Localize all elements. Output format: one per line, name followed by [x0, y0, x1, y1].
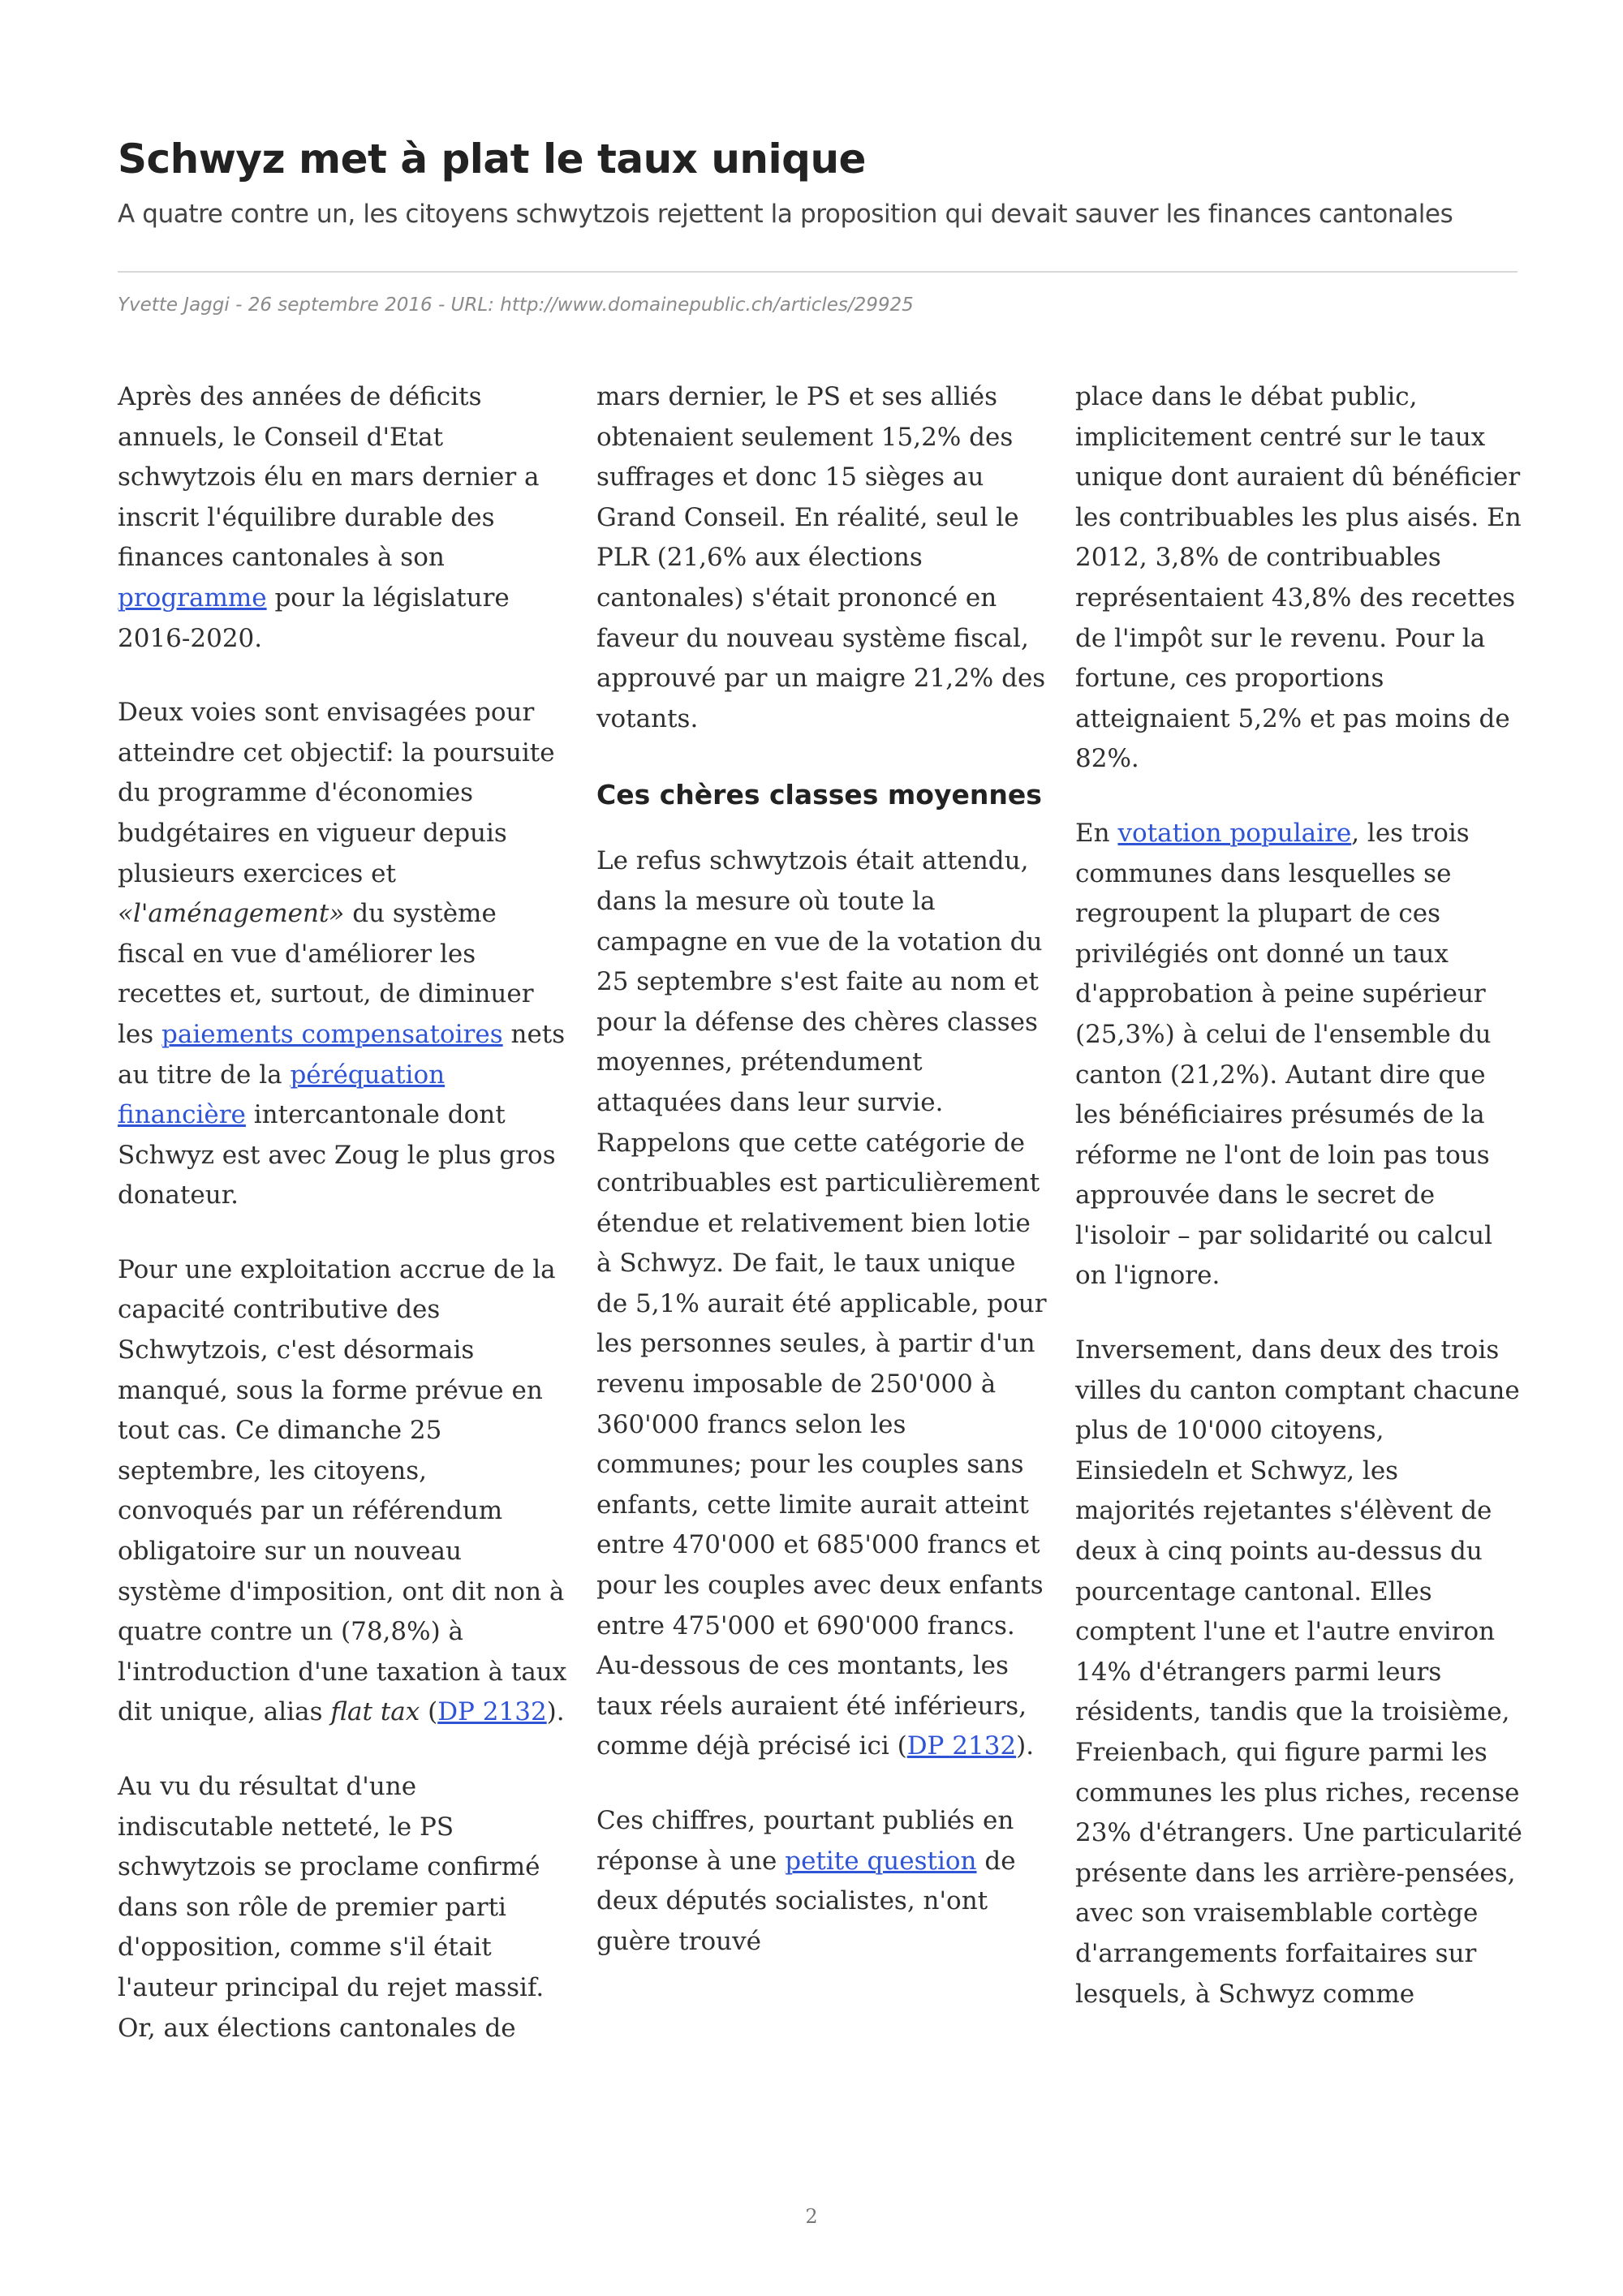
text-column-2 [596, 377, 1047, 1996]
link-dp-2132[interactable]: DP 2132 [437, 1697, 547, 1727]
text-column-1 [118, 377, 568, 2083]
article-title: Schwyz met à plat le taux unique [118, 135, 866, 183]
section-heading: Ces chères classes moyennes [596, 779, 1042, 811]
paragraph: Pour une exploitation accrue de la capacité contributive des Schwytzois, c'est désormais manqué, sous la forme prévue en tout cas. Ce dimanche 25 septembre, les citoyens, convoqués par un référendum obligatoire sur un nouveau système d'imposition, ont dit non à quatre contre un (78,8%) à l'introduction d'une taxation à taux dit unique, alias flat tax (DP 2132). [118, 1254, 567, 1727]
article-subtitle: A quatre contre un, les citoyens schwytzois rejettent la proposition qui devait sauver les finances cantonales [118, 200, 1453, 229]
link-perequation-financiere[interactable]: péréquation financière [118, 1060, 446, 1130]
paragraph: Le refus schwytzois était attendu, dans la mesure où toute la campagne en vue de la votation du 25 septembre s'est faite au nom et pour la défense des chères classes moyennes, prétendument attaquées dans leur survie. Rappelons que cette catégorie de contribuables est particulièrement étendue et relativement bien lotie à Schwyz. De fait, le taux unique de 5,1% aurait été applicable, pour les personnes seules, à partir d'un revenu imposable de 250'000 à 360'000 francs selon les communes; pour les couples sans enfants, cette limite aurait atteint entre 470'000 et 685'000 francs et pour les couples avec deux enfants entre 475'000 et 690'000 francs. Au-dessous de ces montants, les taux réels auraient été inférieurs, comme déjà précisé ici (DP 2132). [596, 846, 1047, 1761]
article-byline: Yvette Jaggi - 26 septembre 2016 - URL: http://www.domainepublic.ch/articles/29925 [118, 295, 914, 316]
paragraph: Deux voies sont envisagées pour atteindre cet objectif: la poursuite du programme d'économies budgétaires en vigueur depuis plusieurs exercices et «l'aménagement» du système fiscal en vue d'améliorer les recettes et, surtout, de diminuer les paiements compensatoires nets au titre de la péréquation financière intercantonale dont Schwyz est avec Zoug le plus gros donateur. [118, 698, 566, 1210]
link-paiements-compensatoires[interactable]: paiements compensatoires [161, 1019, 503, 1049]
paragraph: place dans le débat public, implicitement centré sur le taux unique dont auraient dû bénéficier les contribuables les plus aisés. En 2012, 3,8% de contribuables représentaient 43,8% des recettes de l'impôt sur le revenu. Pour la fortune, ces proportions atteignaient 5,2% et pas moins de 82%. [1075, 382, 1522, 774]
header-divider [118, 271, 1518, 273]
link-petite-question[interactable]: petite question [785, 1846, 977, 1876]
paragraph: En votation populaire, les trois communes dans lesquelles se regroupent la plupart de ces privilégiés ont donné un taux d'approbation à peine supérieur (25,3%) à celui de l'ensemble du canton (21,2%). Autant dire que les bénéficiaires présumés de la réforme ne l'ont de loin pas tous approuvée dans le secret de l'isoloir – par solidarité ou calcul on l'ignore. [1075, 818, 1493, 1291]
paragraph: Au vu du résultat d'une indiscutable netteté, le PS schwytzois se proclame confirmé dans son rôle de premier parti d'opposition, comme s'il était l'auteur principal du rejet massif. Or, aux élections cantonales de [118, 1772, 545, 2043]
emphasis-text: flat tax [330, 1697, 420, 1727]
paragraph: Ces chiffres, pourtant publiés en réponse à une petite question de deux députés socialistes, n'ont guère trouvé [596, 1806, 1016, 1956]
link-programme[interactable]: programme [118, 583, 267, 613]
paragraph: mars dernier, le PS et ses alliés obtenaient seulement 15,2% des suffrages et donc 15 sièges au Grand Conseil. En réalité, seul le PLR (21,6% aux élections cantonales) s'était prononcé en faveur du nouveau système fiscal, approuvé par un maigre 21,2% des votants. [596, 382, 1046, 733]
article-header [118, 130, 1518, 232]
text-column-3 [1075, 377, 1526, 2049]
link-dp-2132[interactable]: DP 2132 [906, 1731, 1017, 1761]
paragraph: Après des années de déficits annuels, le Conseil d'Etat schwytzois élu en mars dernier a inscrit l'équilibre durable des finances cantonales à son programme pour la législature 2016-2020. [118, 382, 540, 653]
page-number: 2 [805, 2205, 818, 2228]
emphasis-text: «l'aménagement» [118, 899, 345, 929]
link-votation-populaire[interactable]: votation populaire [1117, 818, 1352, 848]
paragraph: Inversement, dans deux des trois villes du canton comptant chacune plus de 10'000 citoyens, Einsiedeln et Schwyz, les majorités rejetantes s'élèvent de deux à cinq points au-dessus du pourcentage cantonal. Elles comptent l'une et l'autre environ 14% d'étrangers parmi leurs résidents, tandis que la troisième, Freienbach, qui figure parmi les communes les plus riches, recense 23% d'étrangers. Une particularité présente dans les arrière-pensées, avec son vraisemblable cortège d'arrangements forfaitaires sur lesquels, à Schwyz comme [1075, 1335, 1522, 2009]
